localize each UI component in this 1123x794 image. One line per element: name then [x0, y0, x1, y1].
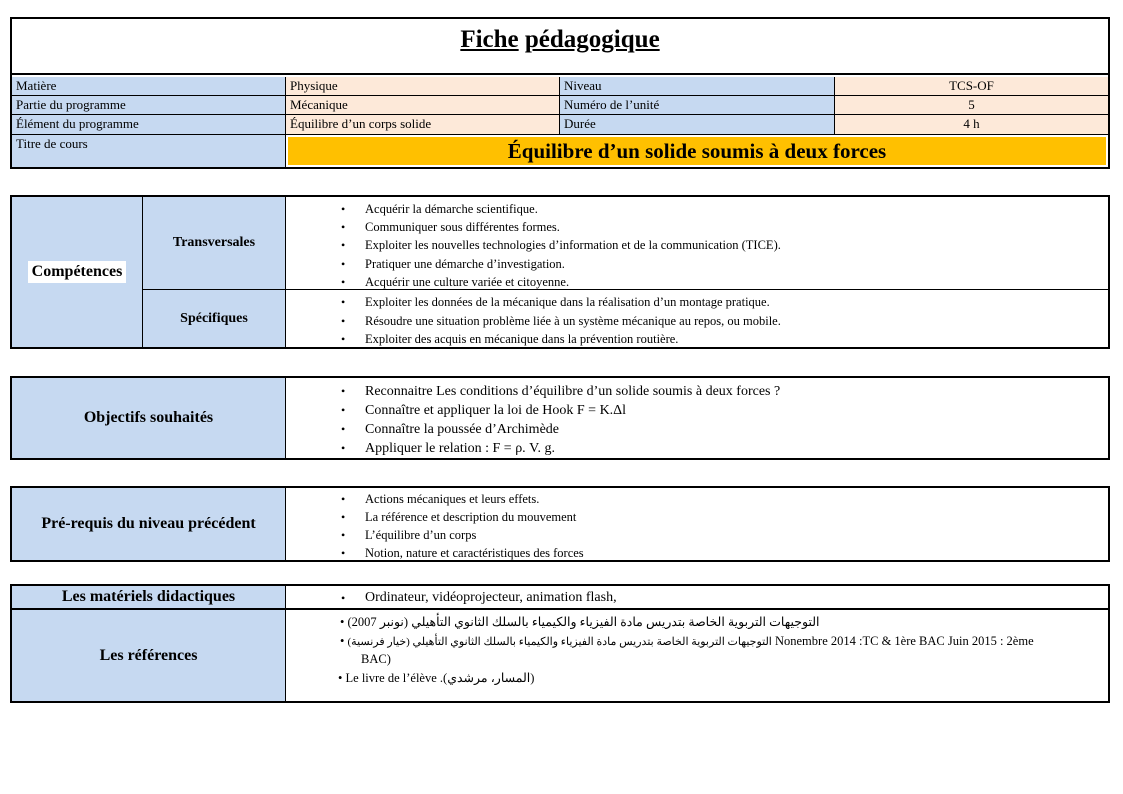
- list-item: • Appliquer le relation : F = ρ. V. g.: [286, 439, 1108, 458]
- level-label: Niveau: [560, 77, 835, 96]
- page-title: [12, 19, 1108, 75]
- list-item: • Reconnaitre Les conditions d’équilibre d’un solide soumis à deux forces ?: [286, 382, 1108, 401]
- unit-number-value: 5: [835, 96, 1108, 115]
- bullet-icon: •: [338, 671, 343, 685]
- prerequis-list: [286, 490, 1108, 562]
- objectifs-list: [286, 382, 1108, 458]
- prerequis-list-cell: [286, 488, 1108, 560]
- resources-block: [10, 584, 1110, 703]
- competences-block: [10, 195, 1110, 349]
- materiels-list-cell: [286, 586, 1108, 610]
- list-item: • Notion, nature et caractéristiques des forces: [286, 544, 1108, 562]
- subject-value: Physique: [286, 77, 560, 96]
- page-title-word-2: pédagogique: [524, 26, 660, 53]
- level-value: TCS-OF: [835, 77, 1108, 96]
- reference-1-date: (2007 نونبر): [347, 615, 409, 629]
- reference-2-text: Nonembre 2014 :TC & 1ère BAC Juin 2015 : 2ème: [774, 634, 1034, 648]
- objectifs-label: Objectifs souhaités: [12, 378, 286, 458]
- specifiques-list-cell: [286, 290, 1108, 347]
- specifiques-label: Spécifiques: [143, 290, 286, 347]
- page-title-word-1: Fiche: [460, 26, 519, 53]
- reference-item-1: [340, 613, 820, 631]
- unit-number-label: Numéro de l’unité: [560, 96, 835, 115]
- materiels-list: [286, 589, 1108, 607]
- transversales-label: Transversales: [143, 197, 286, 290]
- reference-item-2: [340, 632, 1034, 651]
- reference-item-3: [338, 669, 534, 687]
- list-item: • Acquérir la démarche scientifique.: [286, 200, 1108, 218]
- list-item: • Pratiquer une démarche d’investigation.: [286, 255, 1108, 273]
- list-item: • Résoudre une situation problème liée à un système mécanique au repos, ou mobile.: [286, 312, 1108, 331]
- reference-2-continuation: BAC): [361, 652, 391, 666]
- list-item: • Exploiter les données de la mécanique dans la réalisation d’un montage pratique.: [286, 293, 1108, 312]
- list-item: • Connaître la poussée d’Archimède: [286, 420, 1108, 439]
- list-item: • La référence et description du mouvement: [286, 508, 1108, 526]
- competences-label: Compétences: [28, 261, 127, 283]
- transversales-list-cell: [286, 197, 1108, 290]
- program-element-label: Élément du programme: [12, 115, 286, 135]
- program-part-label: Partie du programme: [12, 96, 286, 115]
- specifiques-list: [286, 293, 1108, 349]
- list-item: • Exploiter des acquis en mécanique dans la prévention routière.: [286, 330, 1108, 349]
- list-item: • Connaître et appliquer la loi de Hook F = K.Δl: [286, 401, 1108, 420]
- duration-value: 4 h: [835, 115, 1108, 135]
- references-list-cell: [286, 610, 1108, 701]
- reference-3-text: Le livre de l’élève: [345, 671, 437, 685]
- header-block: [10, 17, 1110, 169]
- course-title: Équilibre d’un solide soumis à deux forces: [288, 137, 1106, 165]
- reference-2-arabic: التوجيهات التربوية الخاصة بتدريس مادة الفيزياء والكيمياء بالسلك الثانوي التأهيلي (خيار فرنسية): [347, 636, 772, 648]
- course-title-label: Titre de cours: [12, 135, 286, 167]
- bullet-icon: •: [340, 615, 345, 629]
- list-item: • L’équilibre d’un corps: [286, 526, 1108, 544]
- references-label: Les références: [12, 610, 286, 701]
- objectifs-block: [10, 376, 1110, 460]
- prerequis-label: Pré-requis du niveau précédent: [12, 488, 286, 560]
- program-part-value: Mécanique: [286, 96, 560, 115]
- reference-3-arabic: (المسار، مرشدي).: [439, 671, 535, 685]
- duration-label: Durée: [560, 115, 835, 135]
- subject-label: Matière: [12, 77, 286, 96]
- list-item: • Communiquer sous différentes formes.: [286, 218, 1108, 236]
- prerequis-block: [10, 486, 1110, 562]
- list-item: • Acquérir une culture variée et citoyenne.: [286, 273, 1108, 291]
- competences-label-cell: [12, 197, 143, 347]
- objectifs-list-cell: [286, 378, 1108, 458]
- list-item: • Ordinateur, vidéoprojecteur, animation flash,: [286, 589, 1108, 607]
- list-item: • Exploiter les nouvelles technologies d’information et de la communication (TICE).: [286, 236, 1108, 254]
- materiels-label: Les matériels didactiques: [12, 586, 286, 610]
- transversales-list: [286, 200, 1108, 291]
- reference-1-arabic: التوجيهات التربوية الخاصة بتدريس مادة الفيزياء والكيمياء بالسلك الثانوي التأهيلي: [411, 615, 820, 629]
- program-element-value: Équilibre d’un corps solide: [286, 115, 560, 135]
- bullet-icon: •: [340, 634, 345, 648]
- list-item: • Actions mécaniques et leurs effets.: [286, 490, 1108, 508]
